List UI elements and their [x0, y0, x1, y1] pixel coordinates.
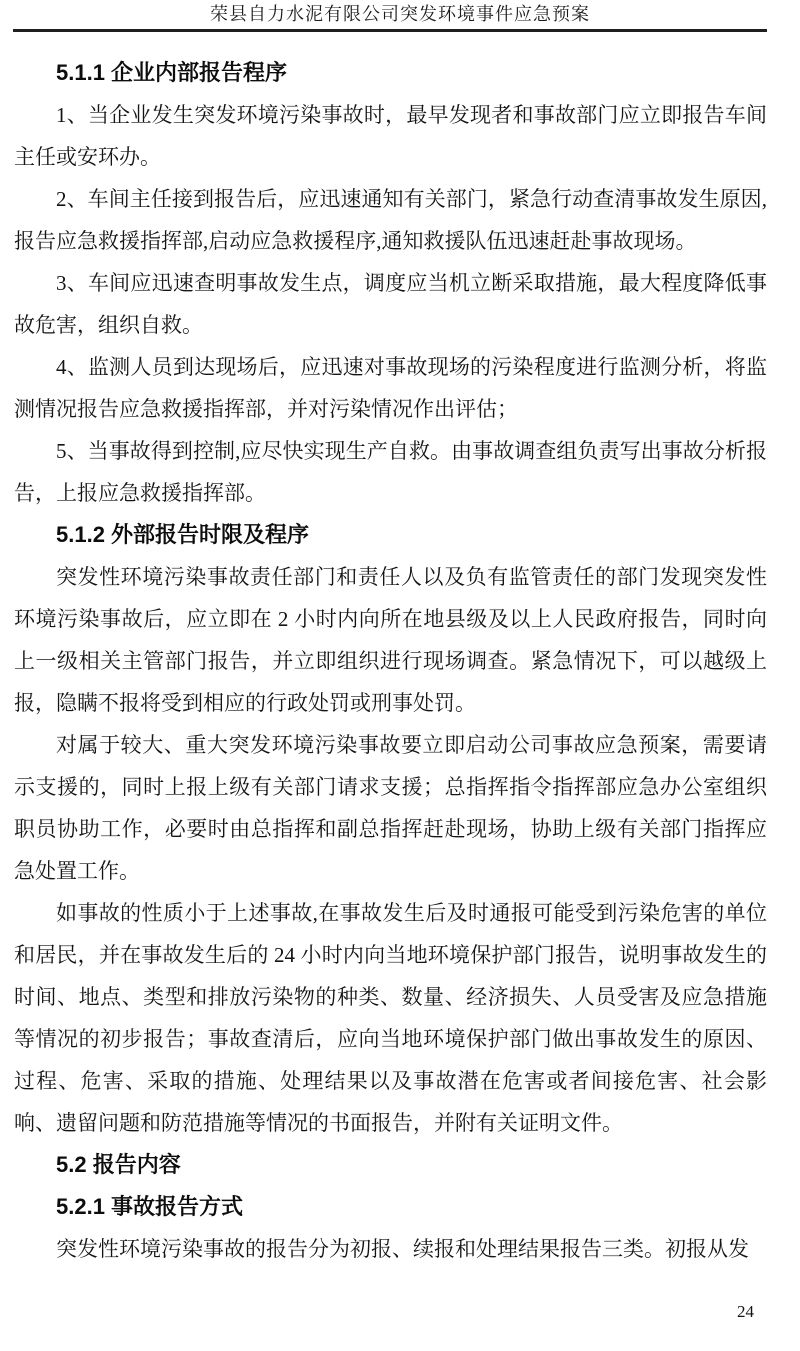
- page-header: [0, 0, 800, 32]
- section-heading-5-1-2: 5.1.2 外部报告时限及程序: [56, 522, 310, 547]
- body-paragraph-1: 1、当企业发生突发环境污染事故时，最早发现者和事故部门应立即报告车间主任或安环办。: [14, 103, 767, 169]
- body-paragraph-5: 5、当事故得到控制,应尽快实现生产自救。由事故调查组负责写出事故分析报告，上报应急救援指挥部。: [14, 439, 767, 505]
- document-header-title: 荣县自力水泥有限公司突发环境事件应急预案: [210, 4, 590, 24]
- body-paragraph-9: 突发性环境污染事故的报告分为初报、续报和处理结果报告三类。初报从发: [56, 1237, 749, 1261]
- body-paragraph-4: 4、监测人员到达现场后，应迅速对事故现场的污染程度进行监测分析，将监测情况报告应急救援指挥部，并对污染情况作出评估；: [14, 355, 767, 421]
- body-paragraph-6: 突发性环境污染事故责任部门和责任人以及负有监管责任的部门发现突发性环境污染事故后，应立即在 2 小时内向所在地县级及以上人民政府报告，同时向上一级相关主管部门报告，并立即组织进行现场调查。紧急情况下，可以越级上报，隐瞒不报将受到相应的行政处罚或刑事处罚。: [14, 565, 767, 715]
- document-body: [14, 52, 767, 1270]
- body-paragraph-7: 对属于较大、重大突发环境污染事故要立即启动公司事故应急预案，需要请示支援的，同时上报上级有关部门请求支援；总指挥指令指挥部应急办公室组织职员协助工作，必要时由总指挥和副总指挥赶赴现场，协助上级有关部门指挥应急处置工作。: [14, 733, 767, 883]
- section-heading-5-2-1: 5.2.1 事故报告方式: [56, 1194, 244, 1219]
- body-paragraph-2: 2、车间主任接到报告后，应迅速通知有关部门，紧急行动查清事故发生原因,报告应急救援指挥部,启动应急救援程序,通知救援队伍迅速赶赴事故现场。: [14, 187, 767, 253]
- section-heading-5-1-1: 5.1.1 企业内部报告程序: [56, 60, 288, 85]
- page-number: 24: [737, 1302, 754, 1321]
- body-paragraph-3: 3、车间应迅速查明事故发生点，调度应当机立断采取措施，最大程度降低事故危害，组织自救。: [14, 271, 767, 337]
- body-paragraph-8: 如事故的性质小于上述事故,在事故发生后及时通报可能受到污染危害的单位和居民，并在事故发生后的 24 小时内向当地环境保护部门报告，说明事故发生的时间、地点、类型和排放污染物的种类、数量、经济损失、人员受害及应急措施等情况的初步报告；事故查清后，应向当地环境保护部门做出事故发生的原因、过程、危害、采取的措施、处理结果以及事故潜在危害或者间接危害、社会影响、遗留问题和防范措施等情况的书面报告，并附有关证明文件。: [14, 901, 767, 1135]
- header-divider-line: [13, 29, 767, 32]
- section-heading-5-2: 5.2 报告内容: [56, 1152, 181, 1177]
